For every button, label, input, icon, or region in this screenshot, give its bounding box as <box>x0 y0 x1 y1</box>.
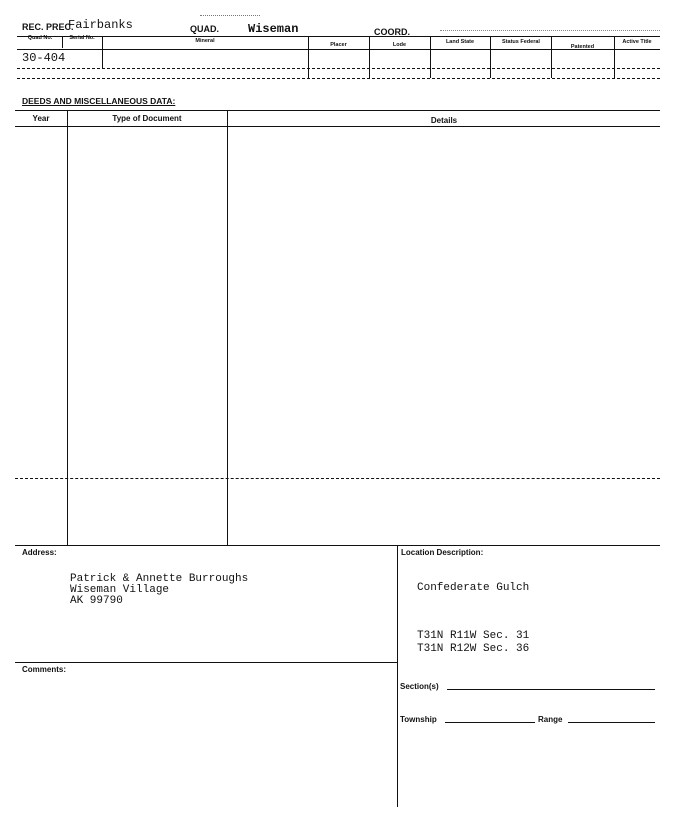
township-label: Township <box>400 715 437 724</box>
location-label: Location Description: <box>401 548 484 557</box>
faint-line <box>200 15 260 16</box>
deeds-bottom-rule <box>15 545 660 546</box>
col-divider <box>551 36 552 78</box>
address-label: Address: <box>22 548 57 557</box>
mineral-header: Mineral <box>195 38 215 44</box>
type-col-divider <box>227 110 228 546</box>
location-name: Confederate Gulch <box>417 582 530 594</box>
deeds-section-title: DEEDS AND MISCELLANEOUS DATA: <box>22 96 176 106</box>
placer-header: Placer <box>330 42 347 48</box>
quad-label: QUAD. <box>190 24 219 34</box>
comments-label: Comments: <box>22 665 67 674</box>
details-header: Details <box>430 116 458 125</box>
coord-label: COORD. <box>374 27 410 37</box>
type-of-document-header: Type of Document <box>112 114 182 123</box>
header-top-rule <box>17 36 660 37</box>
col-divider <box>490 36 491 78</box>
col-divider <box>430 36 431 78</box>
deeds-top-rule <box>15 110 660 111</box>
status-federal-header: Status Federal <box>502 39 540 45</box>
address-block <box>70 574 248 607</box>
active-title-header: Active Title <box>622 39 652 45</box>
range-line <box>568 722 655 723</box>
address-line-3: AK 99790 <box>70 595 123 607</box>
deeds-dashed-rule <box>15 478 660 479</box>
header-bottom-rule-2 <box>17 78 660 79</box>
quad-value: Wiseman <box>248 22 299 36</box>
sections-label: Section(s) <box>400 682 439 691</box>
year-header: Year <box>32 114 50 123</box>
lode-header: Lode <box>392 42 407 48</box>
township-line <box>445 722 535 723</box>
header-bottom-rule <box>17 68 660 69</box>
legal-line-2: T31N R12W Sec. 36 <box>417 643 530 655</box>
comments-top-rule <box>15 662 397 663</box>
land-state-header: Land State <box>445 39 475 45</box>
col-divider <box>614 36 615 78</box>
location-legal <box>417 630 529 656</box>
rec-prec-value: Fairbanks <box>68 18 133 32</box>
rec-prec-label: REC. PREC. <box>22 22 74 32</box>
patented-header: Patented <box>570 44 595 50</box>
year-col-divider <box>67 110 68 546</box>
serial-no-header: Serial No. <box>69 35 95 41</box>
quad-serial-value: 30-404 <box>22 51 66 65</box>
deeds-header-rule <box>15 126 660 127</box>
quad-no-header: Quad No. <box>27 35 53 41</box>
sections-line <box>447 689 655 690</box>
location-col-divider <box>397 545 398 807</box>
range-label: Range <box>538 715 563 724</box>
faint-line <box>440 30 660 31</box>
address-line-1: Patrick & Annette Burroughs <box>70 573 249 585</box>
legal-line-1: T31N R11W Sec. 31 <box>417 630 530 642</box>
address-line-2: Wiseman Village <box>70 584 170 596</box>
